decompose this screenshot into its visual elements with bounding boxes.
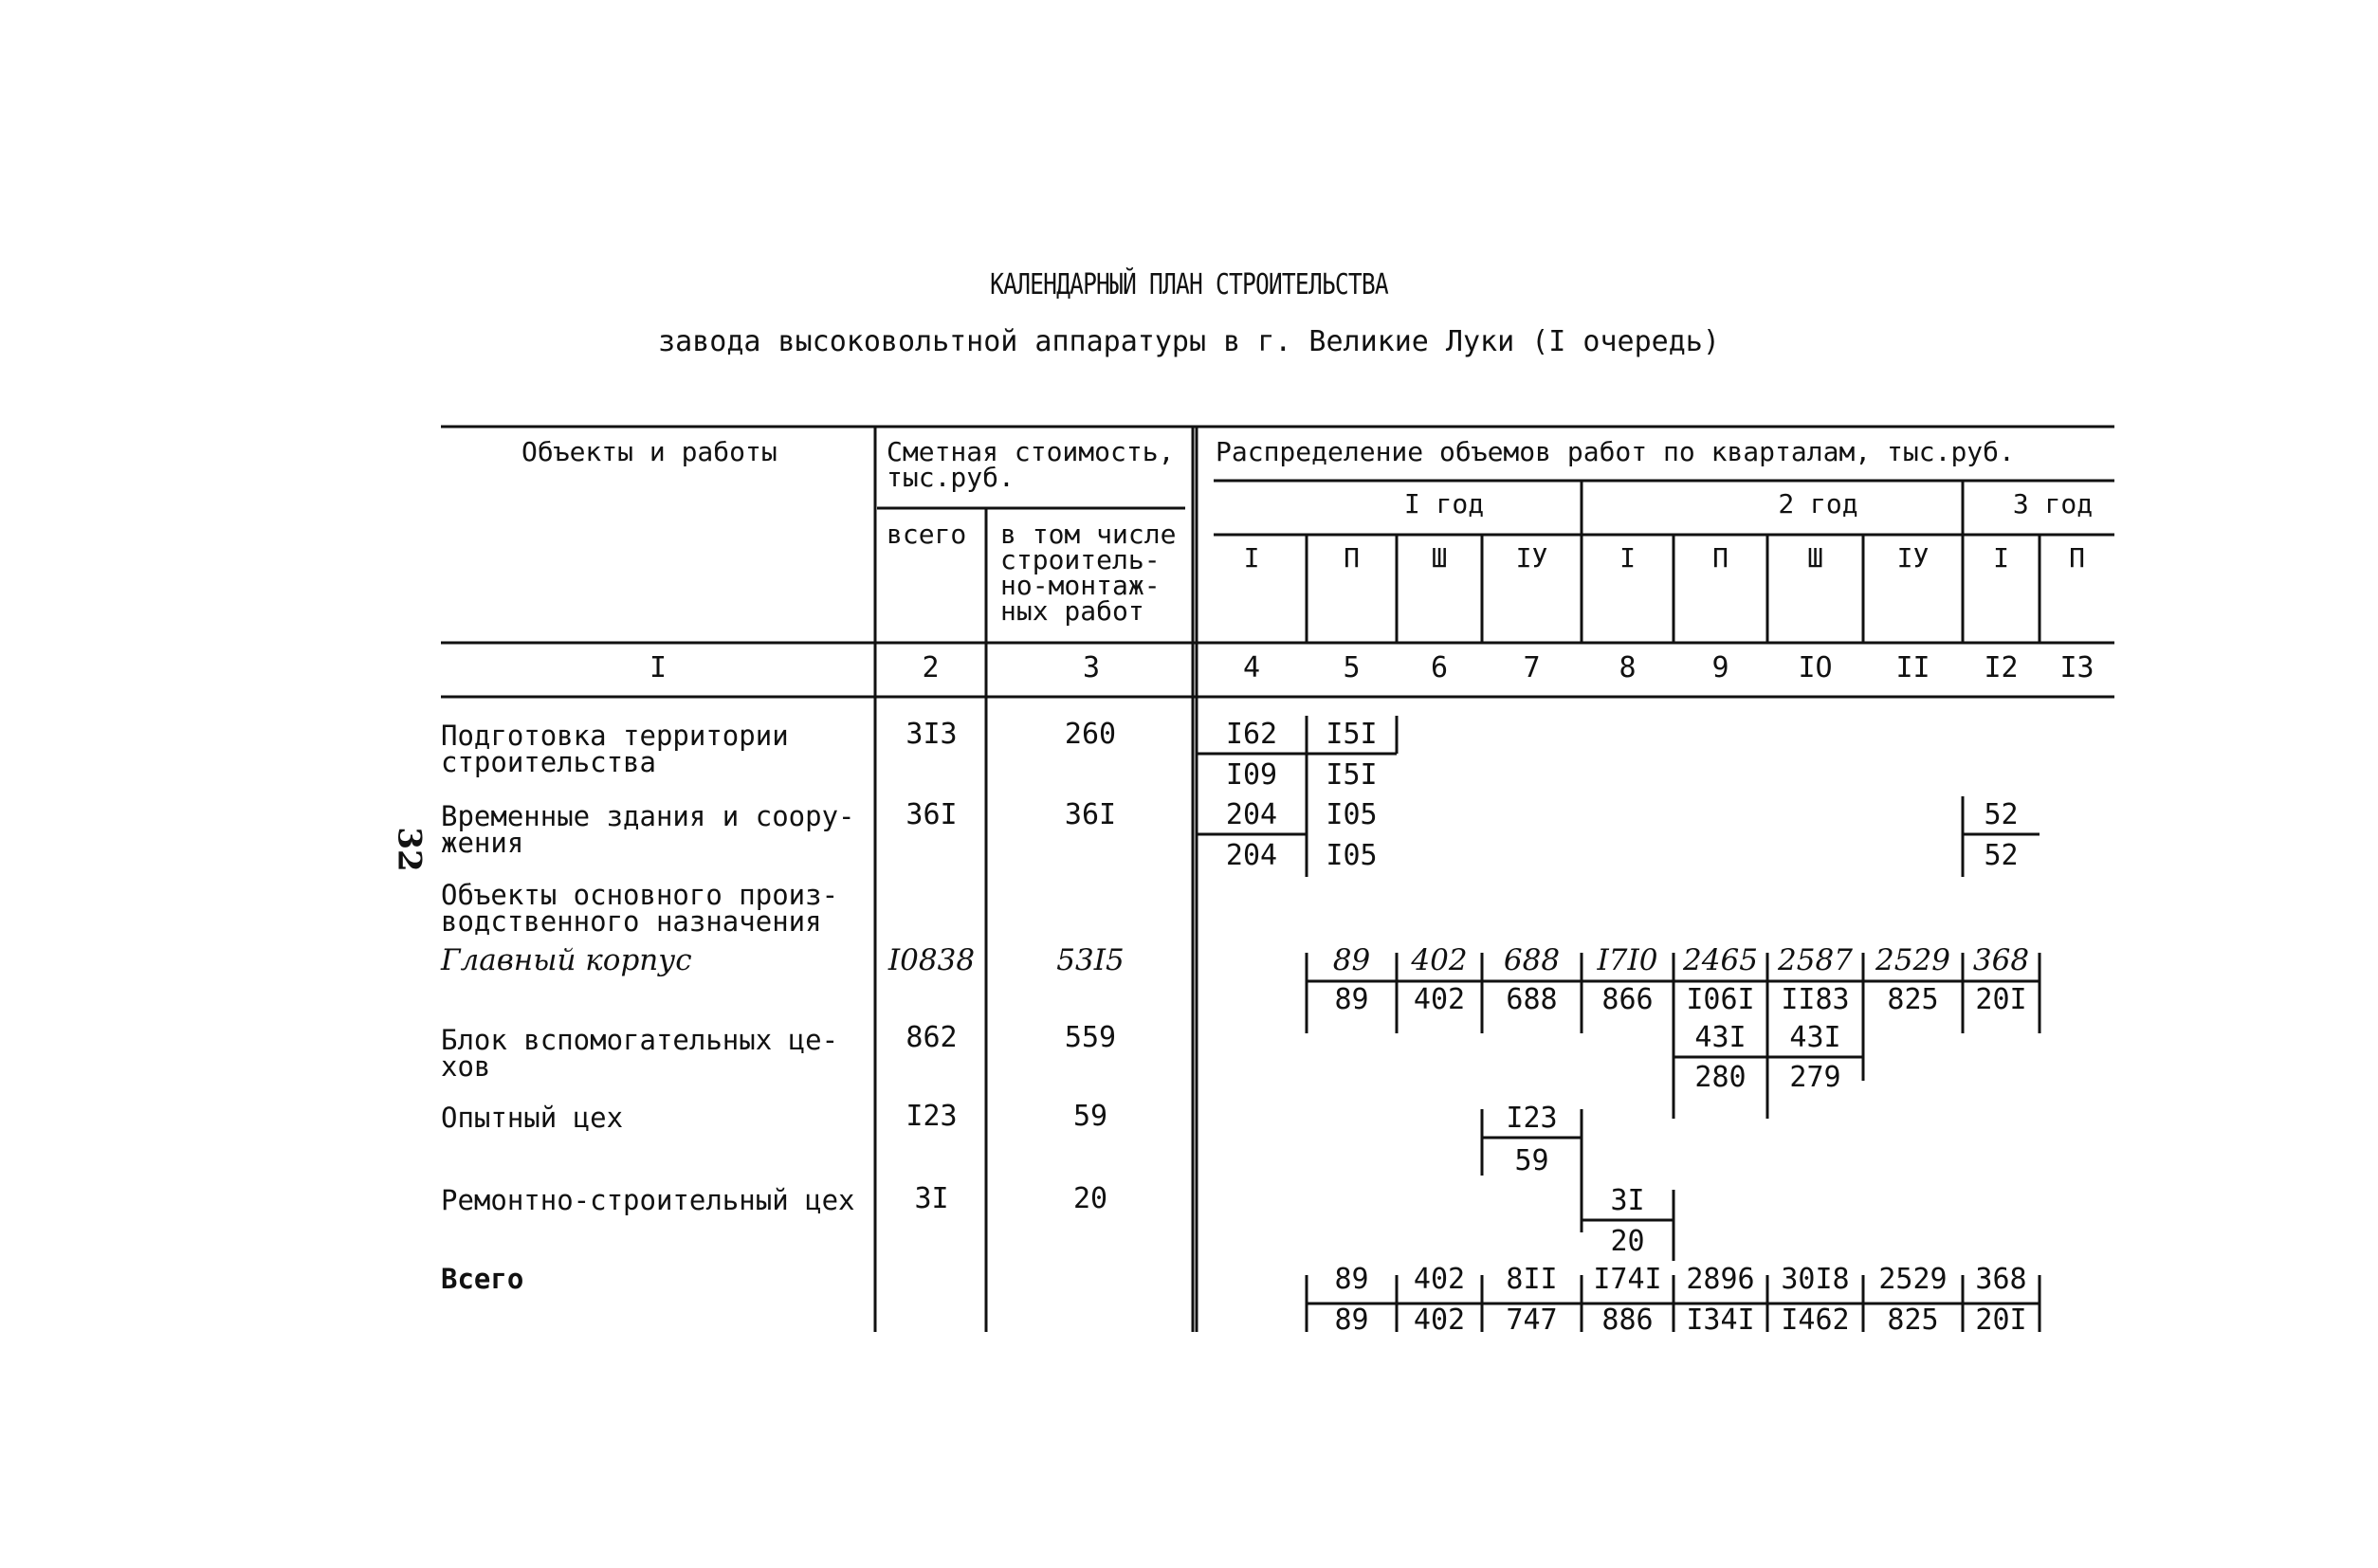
header-incl-smr: в том числе строитель- но-монтаж- ных работ xyxy=(1000,519,1177,627)
cell-r7-q5-plan: 3I xyxy=(1610,1184,1645,1217)
column-number: 9 xyxy=(1711,651,1729,684)
cell-r1-q1-plan: I62 xyxy=(1225,718,1278,751)
table-cell: 2465 xyxy=(1683,943,1758,977)
table-cell: 89 xyxy=(1332,943,1371,977)
column-number: I3 xyxy=(2059,651,2094,684)
row-label-experimental-shop: Опытный цех xyxy=(441,1102,624,1134)
cell-r5-smr: 559 xyxy=(1064,1021,1117,1054)
table-cell: 866 xyxy=(1601,983,1654,1016)
cell-r4-smr: 53I5 xyxy=(1056,943,1125,977)
table-cell: 368 xyxy=(1972,943,2030,977)
table-cell: 89 xyxy=(1334,983,1369,1016)
cell-r1-q1-smr: I09 xyxy=(1225,758,1278,792)
table-cell: 89 xyxy=(1334,1263,1369,1296)
quarter-label: П xyxy=(2069,542,2085,574)
table-cell: I06I xyxy=(1686,983,1755,1016)
column-number: II xyxy=(1895,651,1930,684)
cell-r6-total: I23 xyxy=(905,1100,958,1133)
cell-r6-smr: 59 xyxy=(1072,1100,1108,1133)
quarter-label: IУ xyxy=(1515,542,1548,574)
quarter-label: П xyxy=(1712,542,1729,574)
row-label-aux-block: Блок вспомогательных це- хов xyxy=(441,1024,839,1083)
cell-r2-q2-plan: I05 xyxy=(1326,798,1378,831)
cell-r1-q2-plan: I5I xyxy=(1326,718,1378,751)
column-number: 3 xyxy=(1082,651,1101,684)
table-cell: 825 xyxy=(1887,1304,1939,1337)
document-title: КАЛЕНДАРНЫЙ ПЛАН СТРОИТЕЛЬСТВА xyxy=(990,268,1388,301)
row-label-temp-buildings: Временные здания и соору- жения xyxy=(441,800,855,859)
table-cell: 402 xyxy=(1413,1304,1466,1337)
cell-r1-total: 3I3 xyxy=(905,718,958,751)
table-cell: 20I xyxy=(1975,1304,2027,1337)
cell-r5-q7-plan: 43I xyxy=(1789,1021,1841,1054)
table-cell: I7I0 xyxy=(1597,943,1658,977)
cell-r4-total: I0838 xyxy=(887,943,976,977)
table-cell: 2529 xyxy=(1875,943,1950,977)
table-cell: 2529 xyxy=(1878,1263,1948,1296)
cell-r5-q7-smr: 279 xyxy=(1789,1061,1841,1094)
table-cell: 30I8 xyxy=(1781,1263,1850,1296)
table-cell: 2587 xyxy=(1778,943,1853,977)
table-cell: 825 xyxy=(1887,983,1939,1016)
cell-r2-total: 36I xyxy=(905,798,958,831)
cell-r5-total: 862 xyxy=(905,1021,958,1054)
quarter-label: Ш xyxy=(1807,542,1823,574)
row-label-total: Всего xyxy=(441,1263,524,1295)
header-estimate: Сметная стоимость, тыс.руб. xyxy=(887,436,1175,493)
header-year-2: 2 год xyxy=(1778,488,1858,520)
cell-r2-q2-smr: I05 xyxy=(1326,839,1378,872)
table-cell: 2896 xyxy=(1686,1263,1755,1296)
quarter-label: Ш xyxy=(1431,542,1448,574)
row-label-site-prep: Подготовка территории строительства xyxy=(441,720,789,778)
quarter-label: I xyxy=(1243,542,1260,574)
table-cell: I74I xyxy=(1593,1263,1662,1296)
cell-r5-q6-plan: 43I xyxy=(1694,1021,1747,1054)
table-cell: I34I xyxy=(1686,1304,1755,1337)
row-label-repair-shop: Ремонтно-строительный цех xyxy=(441,1184,855,1216)
quarter-label: IУ xyxy=(1896,542,1930,574)
cell-r1-smr: 260 xyxy=(1064,718,1117,751)
table-cell: 688 xyxy=(1503,943,1561,977)
table-cell: 89 xyxy=(1334,1304,1369,1337)
cell-r2-q9-smr: 52 xyxy=(1984,839,2019,872)
table-cell: 8II xyxy=(1506,1263,1558,1296)
column-number: I2 xyxy=(1984,651,2019,684)
table-cell: 402 xyxy=(1413,983,1466,1016)
quarter-label: I xyxy=(1993,542,2009,574)
table-cell: 402 xyxy=(1411,943,1468,977)
cell-r7-q5-smr: 20 xyxy=(1610,1225,1645,1258)
header-total: всего xyxy=(887,519,967,550)
column-number: 7 xyxy=(1523,651,1541,684)
cell-r7-smr: 20 xyxy=(1072,1182,1108,1215)
cell-r2-q9-plan: 52 xyxy=(1984,798,2019,831)
table-cell: 886 xyxy=(1601,1304,1654,1337)
table-cell: 368 xyxy=(1975,1263,2027,1296)
cell-r2-smr: 36I xyxy=(1064,798,1117,831)
row-label-main-building: Главный корпус xyxy=(441,943,692,977)
cell-r5-q6-smr: 280 xyxy=(1694,1061,1747,1094)
column-number: 8 xyxy=(1619,651,1637,684)
table-cell: 20I xyxy=(1975,983,2027,1016)
column-number: 4 xyxy=(1242,651,1261,684)
table-cell: I462 xyxy=(1781,1304,1850,1337)
document-subtitle: завода высоковольтной аппаратуры в г. Великие Луки (I очередь) xyxy=(658,325,1720,358)
cell-r7-total: 3I xyxy=(914,1182,949,1215)
column-number: 5 xyxy=(1343,651,1361,684)
row-label-main-objects: Объекты основного произ- водственного назначения xyxy=(441,879,839,938)
header-objects: Объекты и работы xyxy=(521,436,777,467)
quarter-label: П xyxy=(1344,542,1360,574)
header-distribution: Распределение объемов работ по кварталам, тыс.руб. xyxy=(1216,436,2015,467)
cell-r2-q1-smr: 204 xyxy=(1225,839,1278,872)
column-number: 2 xyxy=(922,651,940,684)
column-number: IO xyxy=(1798,651,1833,684)
cell-r1-q2-smr: I5I xyxy=(1326,758,1378,792)
column-number: I xyxy=(649,651,668,684)
column-number: 6 xyxy=(1430,651,1449,684)
cell-r6-q4-smr: 59 xyxy=(1514,1144,1549,1177)
header-year-1: I год xyxy=(1403,488,1485,520)
table-cell: 747 xyxy=(1506,1304,1558,1337)
cell-r2-q1-plan: 204 xyxy=(1225,798,1278,831)
cell-r6-q4-plan: I23 xyxy=(1506,1102,1558,1135)
quarter-label: I xyxy=(1619,542,1636,574)
header-year-3: 3 год xyxy=(2012,488,2094,520)
table-cell: 402 xyxy=(1413,1263,1466,1296)
table-cell: II83 xyxy=(1781,983,1850,1016)
table-cell: 688 xyxy=(1506,983,1558,1016)
page-number: 32 xyxy=(390,827,429,872)
